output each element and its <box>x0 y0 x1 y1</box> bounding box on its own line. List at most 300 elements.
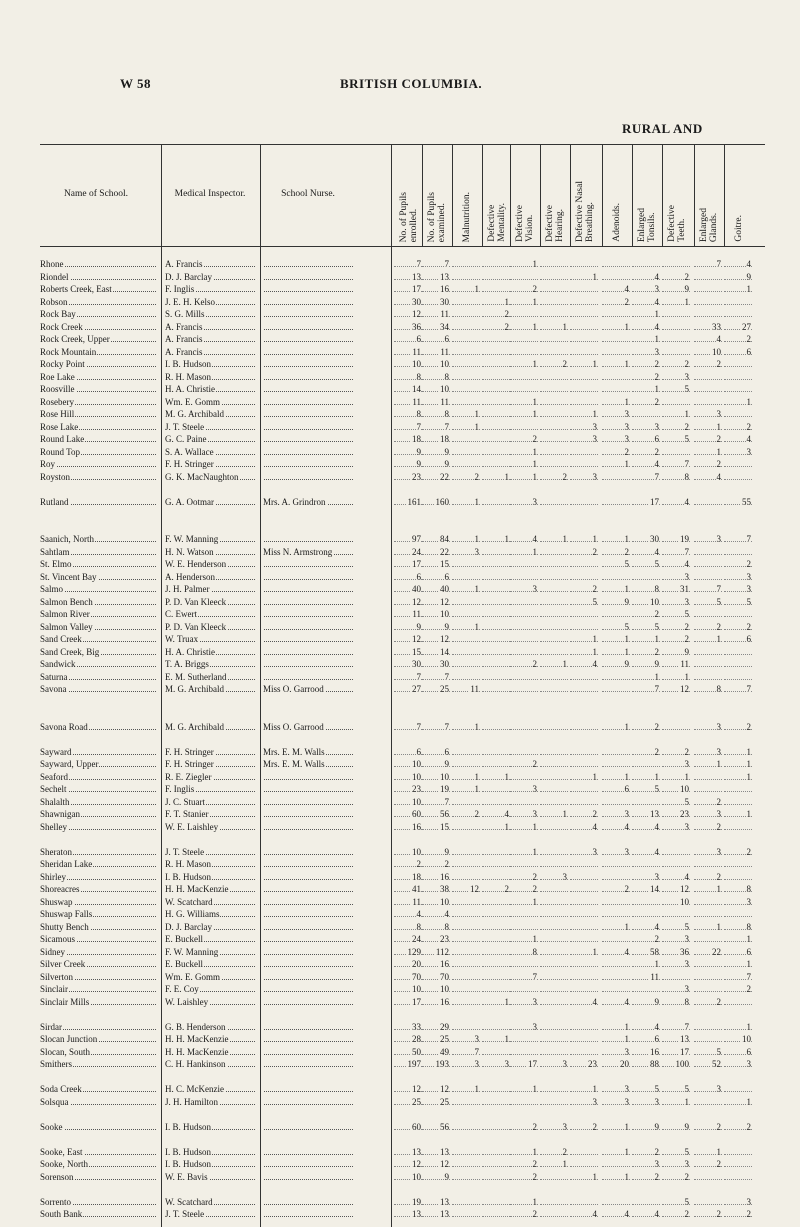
cell-tonsils <box>632 1208 662 1220</box>
cell-hearing <box>540 821 570 833</box>
cell-vision <box>510 1083 540 1095</box>
table-header <box>40 144 765 244</box>
table-row <box>40 383 765 395</box>
school-name-text: Roy <box>40 459 56 469</box>
cell-malnutrition <box>452 671 482 683</box>
cell-examined <box>422 783 452 795</box>
cell-glands <box>694 308 724 320</box>
cell-malnutrition <box>452 621 482 633</box>
cell-value: 2 <box>746 984 751 994</box>
cell-nasal-breathing <box>570 608 600 620</box>
cell-malnutrition <box>452 558 482 570</box>
school-nurse-text <box>263 559 264 569</box>
cell-glands <box>694 558 724 570</box>
cell-glands <box>694 608 724 620</box>
cell-value: 2 <box>624 446 629 457</box>
cell-value: 11 <box>440 309 449 319</box>
cell-value: 49 <box>440 1046 449 1057</box>
cell-value: 6 <box>746 946 751 957</box>
cell-examined <box>422 908 452 920</box>
cell-glands <box>694 471 724 483</box>
cell-value: 1 <box>474 496 479 507</box>
cell-glands <box>694 283 724 295</box>
cell-value: 1 <box>746 759 751 769</box>
cell-examined <box>422 383 452 395</box>
cell-mentality <box>482 783 512 795</box>
cell-value: 4 <box>684 559 689 569</box>
cell-adenoids <box>602 458 632 470</box>
cell-examined <box>422 846 452 858</box>
cell-mentality <box>482 321 512 333</box>
cell-value: 31 <box>680 584 689 594</box>
cell-value: 9 <box>444 846 449 857</box>
school-name <box>40 396 158 408</box>
cell-adenoids <box>602 333 632 345</box>
cell-value: 17 <box>412 559 421 569</box>
table-row <box>40 1021 765 1033</box>
cell-value: 2 <box>532 871 537 882</box>
school-name <box>40 808 158 820</box>
cell-enrolled <box>394 383 424 395</box>
cell-value: 4 <box>624 946 629 957</box>
medical-inspector <box>165 908 257 920</box>
cell-value: 5 <box>592 596 597 607</box>
cell-glands <box>694 996 724 1008</box>
cell-value: 11 <box>440 396 449 407</box>
school-name-text: Shuswap <box>40 896 73 907</box>
school-name <box>40 346 158 358</box>
cell-tonsils <box>632 308 662 320</box>
cell-adenoids <box>602 883 632 895</box>
table-row <box>40 746 765 758</box>
table-row <box>40 633 765 645</box>
cell-examined <box>422 946 452 958</box>
cell-tonsils <box>632 958 662 970</box>
cell-tonsils <box>632 358 662 370</box>
cell-value: 3 <box>684 596 689 607</box>
cell-goitre <box>724 758 754 770</box>
cell-vision <box>510 983 540 995</box>
cell-value: 1 <box>624 396 629 407</box>
cell-value: 3 <box>624 809 629 819</box>
medical-inspector <box>165 446 257 458</box>
school-name-text: Sechelt <box>40 784 67 794</box>
cell-vision <box>510 358 540 370</box>
cell-value: 3 <box>592 421 597 432</box>
cell-malnutrition <box>452 446 482 458</box>
cell-goitre <box>724 808 754 820</box>
school-name-text: Saanich, North <box>40 534 94 544</box>
school-nurse-text <box>263 422 264 432</box>
cell-teeth <box>662 971 692 983</box>
table-row <box>40 858 765 870</box>
cell-glands <box>694 1146 724 1158</box>
cell-value: 25 <box>440 684 449 694</box>
cell-hearing <box>540 471 570 483</box>
table-row <box>40 658 765 670</box>
cell-glands <box>694 633 724 645</box>
cell-value: 2 <box>746 846 751 857</box>
medical-inspector-text: Wm. E. Gomm <box>165 396 220 407</box>
cell-mentality <box>482 721 512 733</box>
cell-enrolled <box>394 996 424 1008</box>
cell-vision <box>510 1208 540 1220</box>
cell-enrolled <box>394 558 424 570</box>
cell-value: 1 <box>592 946 597 957</box>
table-row <box>40 433 765 445</box>
cell-value: 3 <box>592 471 597 482</box>
cell-enrolled <box>394 633 424 645</box>
cell-enrolled <box>394 758 424 770</box>
col-header-nurse: School Nurse. <box>281 188 335 199</box>
cell-enrolled <box>394 1021 424 1033</box>
cell-hearing <box>540 871 570 883</box>
cell-hearing <box>540 783 570 795</box>
cell-value: 2 <box>654 746 659 757</box>
cell-enrolled <box>394 571 424 583</box>
table-row <box>40 1171 765 1183</box>
cell-value: 1 <box>532 396 537 407</box>
cell-hearing <box>540 608 570 620</box>
medical-inspector <box>165 721 257 733</box>
medical-inspector <box>165 308 257 320</box>
school-name <box>40 683 158 695</box>
cell-value: 2 <box>592 546 597 557</box>
medical-inspector-text: A. Francis <box>165 259 203 269</box>
table-row <box>40 721 765 733</box>
medical-inspector <box>165 1096 257 1108</box>
cell-value: 2 <box>684 1171 689 1182</box>
cell-tonsils <box>632 371 662 383</box>
cell-malnutrition <box>452 946 482 958</box>
cell-goitre <box>724 858 754 870</box>
cell-value: 4 <box>624 284 629 294</box>
cell-value: 1 <box>624 634 629 644</box>
school-nurse <box>263 958 355 970</box>
medical-inspector <box>165 683 257 695</box>
school-name <box>40 458 158 470</box>
cell-hearing <box>540 583 570 595</box>
cell-value: 10 <box>412 759 421 769</box>
cell-nasal-breathing <box>570 346 600 358</box>
cell-hearing <box>540 1146 570 1158</box>
column-rule <box>482 144 483 246</box>
cell-value: 2 <box>746 1121 751 1132</box>
cell-hearing <box>540 1083 570 1095</box>
cell-goitre <box>724 821 754 833</box>
cell-value: 6 <box>654 1034 659 1044</box>
school-name <box>40 721 158 733</box>
cell-value: 22 <box>712 946 721 957</box>
cell-value: 12 <box>680 884 689 894</box>
cell-hearing <box>540 846 570 858</box>
cell-value: 2 <box>592 1121 597 1132</box>
cell-vision <box>510 1096 540 1108</box>
table-row <box>40 896 765 908</box>
school-nurse-text <box>263 659 264 669</box>
medical-inspector <box>165 358 257 370</box>
cell-value: 7 <box>416 421 421 432</box>
cell-value: 129 <box>407 946 421 957</box>
cell-value: 5 <box>684 1196 689 1207</box>
cell-malnutrition <box>452 658 482 670</box>
cell-examined <box>422 283 452 295</box>
cell-nasal-breathing <box>570 571 600 583</box>
cell-mentality <box>482 971 512 983</box>
school-name-text: Salmo <box>40 584 64 594</box>
medical-inspector-text: T. A. Briggs <box>165 659 209 669</box>
cell-adenoids <box>602 383 632 395</box>
cell-tonsils <box>632 421 662 433</box>
cell-nasal-breathing <box>570 633 600 645</box>
cell-value: 1 <box>592 1171 597 1182</box>
cell-value: 8 <box>716 684 721 694</box>
cell-hearing <box>540 746 570 758</box>
cell-value: 3 <box>562 871 567 882</box>
school-name-text: Rosebery <box>40 396 74 407</box>
cell-value: 3 <box>474 546 479 557</box>
cell-malnutrition <box>452 821 482 833</box>
cell-value: 7 <box>716 584 721 594</box>
cell-goitre <box>724 596 754 608</box>
cell-value: 8 <box>444 921 449 932</box>
school-nurse <box>263 408 355 420</box>
table-row <box>40 758 765 770</box>
medical-inspector-text: W. Scatchard <box>165 896 213 907</box>
cell-examined <box>422 808 452 820</box>
school-nurse <box>263 458 355 470</box>
school-nurse-text <box>263 297 264 307</box>
cell-vision <box>510 1196 540 1208</box>
cell-value: 12 <box>412 634 421 644</box>
cell-enrolled <box>394 671 424 683</box>
cell-value: 12 <box>412 596 421 607</box>
col-header-label: No. of Pupils enrolled. <box>399 191 419 242</box>
medical-inspector-text: J. T. Steele <box>165 846 205 857</box>
cell-nasal-breathing <box>570 283 600 295</box>
cell-examined <box>422 758 452 770</box>
cell-vision <box>510 596 540 608</box>
cell-value: 1 <box>654 959 659 969</box>
cell-nasal-breathing <box>570 621 600 633</box>
cell-tonsils <box>632 608 662 620</box>
cell-nasal-breathing <box>570 758 600 770</box>
cell-value: 10 <box>440 896 449 907</box>
cell-vision <box>510 671 540 683</box>
cell-mentality <box>482 383 512 395</box>
cell-hearing <box>540 308 570 320</box>
cell-enrolled <box>394 258 424 270</box>
school-name-text: Shelley <box>40 821 67 832</box>
cell-examined <box>422 1033 452 1045</box>
cell-malnutrition <box>452 746 482 758</box>
cell-glands <box>694 946 724 958</box>
cell-tonsils <box>632 808 662 820</box>
cell-adenoids <box>602 1196 632 1208</box>
cell-tonsils <box>632 558 662 570</box>
cell-enrolled <box>394 371 424 383</box>
medical-inspector-text: F. H. Stringer <box>165 759 214 769</box>
cell-value: 1 <box>474 534 479 544</box>
school-name <box>40 958 158 970</box>
school-name-text: Sahtlam <box>40 546 70 557</box>
cell-nasal-breathing <box>570 883 600 895</box>
cell-adenoids <box>602 683 632 695</box>
cell-value: 10 <box>412 846 421 857</box>
cell-value: 27 <box>412 684 421 694</box>
cell-value: 5 <box>654 1084 659 1094</box>
cell-goitre <box>724 746 754 758</box>
cell-malnutrition <box>452 1171 482 1183</box>
school-nurse <box>263 321 355 333</box>
cell-value: 4 <box>532 534 537 544</box>
cell-vision <box>510 308 540 320</box>
cell-enrolled <box>394 321 424 333</box>
cell-value: 1 <box>504 996 509 1007</box>
cell-value: 12 <box>440 634 449 644</box>
cell-mentality <box>482 433 512 445</box>
cell-value: 30 <box>412 659 421 669</box>
cell-enrolled <box>394 458 424 470</box>
school-name <box>40 746 158 758</box>
cell-tonsils <box>632 271 662 283</box>
cell-value: 13 <box>650 809 659 819</box>
cell-glands <box>694 321 724 333</box>
medical-inspector <box>165 321 257 333</box>
school-name <box>40 546 158 558</box>
cell-vision <box>510 946 540 958</box>
cell-hearing <box>540 358 570 370</box>
cell-enrolled <box>394 1146 424 1158</box>
cell-adenoids <box>602 933 632 945</box>
table-row <box>40 533 765 545</box>
cell-value: 1 <box>716 446 721 457</box>
cell-value: 12 <box>470 884 479 894</box>
cell-value: 1 <box>504 296 509 307</box>
cell-value: 30 <box>440 659 449 669</box>
cell-nasal-breathing <box>570 896 600 908</box>
cell-value: 41 <box>412 884 421 894</box>
cell-value: 15 <box>412 646 421 657</box>
cell-glands <box>694 396 724 408</box>
cell-malnutrition <box>452 633 482 645</box>
cell-glands <box>694 808 724 820</box>
cell-vision <box>510 1171 540 1183</box>
medical-inspector <box>165 258 257 270</box>
cell-value: 1 <box>592 409 597 419</box>
cell-nasal-breathing <box>570 933 600 945</box>
column-rule <box>662 144 663 246</box>
cell-tonsils <box>632 1196 662 1208</box>
cell-value: 4 <box>624 1209 629 1219</box>
cell-adenoids <box>602 921 632 933</box>
school-name <box>40 533 158 545</box>
school-nurse-text <box>263 322 264 332</box>
cell-value: 2 <box>746 621 751 632</box>
table-row <box>40 983 765 995</box>
school-name-text: Salmon Bench <box>40 596 93 607</box>
cell-value: 23 <box>680 809 689 819</box>
cell-glands <box>694 546 724 558</box>
cell-value: 3 <box>624 434 629 444</box>
school-nurse <box>263 296 355 308</box>
cell-teeth <box>662 646 692 658</box>
cell-value: 12 <box>440 1159 449 1169</box>
cell-adenoids <box>602 646 632 658</box>
cell-value: 1 <box>504 1034 509 1044</box>
cell-examined <box>422 1196 452 1208</box>
school-nurse <box>263 471 355 483</box>
cell-value: 23 <box>588 1059 597 1069</box>
cell-malnutrition <box>452 1121 482 1133</box>
medical-inspector-text: J. H. Hamilton <box>165 1096 218 1107</box>
school-nurse-text <box>263 572 264 582</box>
medical-inspector-text: J. C. Stuart <box>165 796 206 807</box>
medical-inspector <box>165 571 257 583</box>
cell-vision <box>510 746 540 758</box>
table-row <box>40 646 765 658</box>
cell-vision <box>510 721 540 733</box>
medical-inspector <box>165 496 257 508</box>
cell-value: 4 <box>654 1021 659 1032</box>
cell-value: 7 <box>746 971 751 982</box>
school-name-text: Roberts Creek, East <box>40 284 112 294</box>
medical-inspector-text: M. G. Archibald <box>165 721 224 732</box>
cell-enrolled <box>394 783 424 795</box>
cell-value: 2 <box>416 859 421 869</box>
cell-goitre <box>724 1096 754 1108</box>
medical-inspector-text: W. E. Henderson <box>165 559 227 569</box>
school-nurse <box>263 858 355 870</box>
cell-mentality <box>482 896 512 908</box>
medical-inspector <box>165 1146 257 1158</box>
table-row <box>40 258 765 270</box>
cell-nasal-breathing <box>570 308 600 320</box>
cell-enrolled <box>394 683 424 695</box>
school-name <box>40 496 158 508</box>
cell-goitre <box>724 433 754 445</box>
cell-teeth <box>662 1208 692 1220</box>
cell-goitre <box>724 771 754 783</box>
cell-glands <box>694 871 724 883</box>
cell-value: 1 <box>746 1021 751 1032</box>
cell-nasal-breathing <box>570 821 600 833</box>
cell-malnutrition <box>452 258 482 270</box>
cell-nasal-breathing <box>570 996 600 1008</box>
cell-value: 1 <box>592 771 597 782</box>
cell-malnutrition <box>452 783 482 795</box>
cell-enrolled <box>394 971 424 983</box>
cell-value: 10 <box>650 596 659 607</box>
cell-value: 2 <box>532 659 537 669</box>
cell-enrolled <box>394 546 424 558</box>
cell-value: 9 <box>624 659 629 669</box>
cell-hearing <box>540 808 570 820</box>
cell-value: 1 <box>592 1084 597 1094</box>
cell-value: 5 <box>684 434 689 444</box>
cell-tonsils <box>632 1171 662 1183</box>
cell-hearing <box>540 658 570 670</box>
cell-nasal-breathing <box>570 1021 600 1033</box>
cell-enrolled <box>394 921 424 933</box>
cell-examined <box>422 408 452 420</box>
cell-enrolled <box>394 871 424 883</box>
cell-tonsils <box>632 296 662 308</box>
cell-hearing <box>540 283 570 295</box>
cell-value: 8 <box>416 921 421 932</box>
table-row <box>40 371 765 383</box>
cell-value: 3 <box>592 846 597 857</box>
